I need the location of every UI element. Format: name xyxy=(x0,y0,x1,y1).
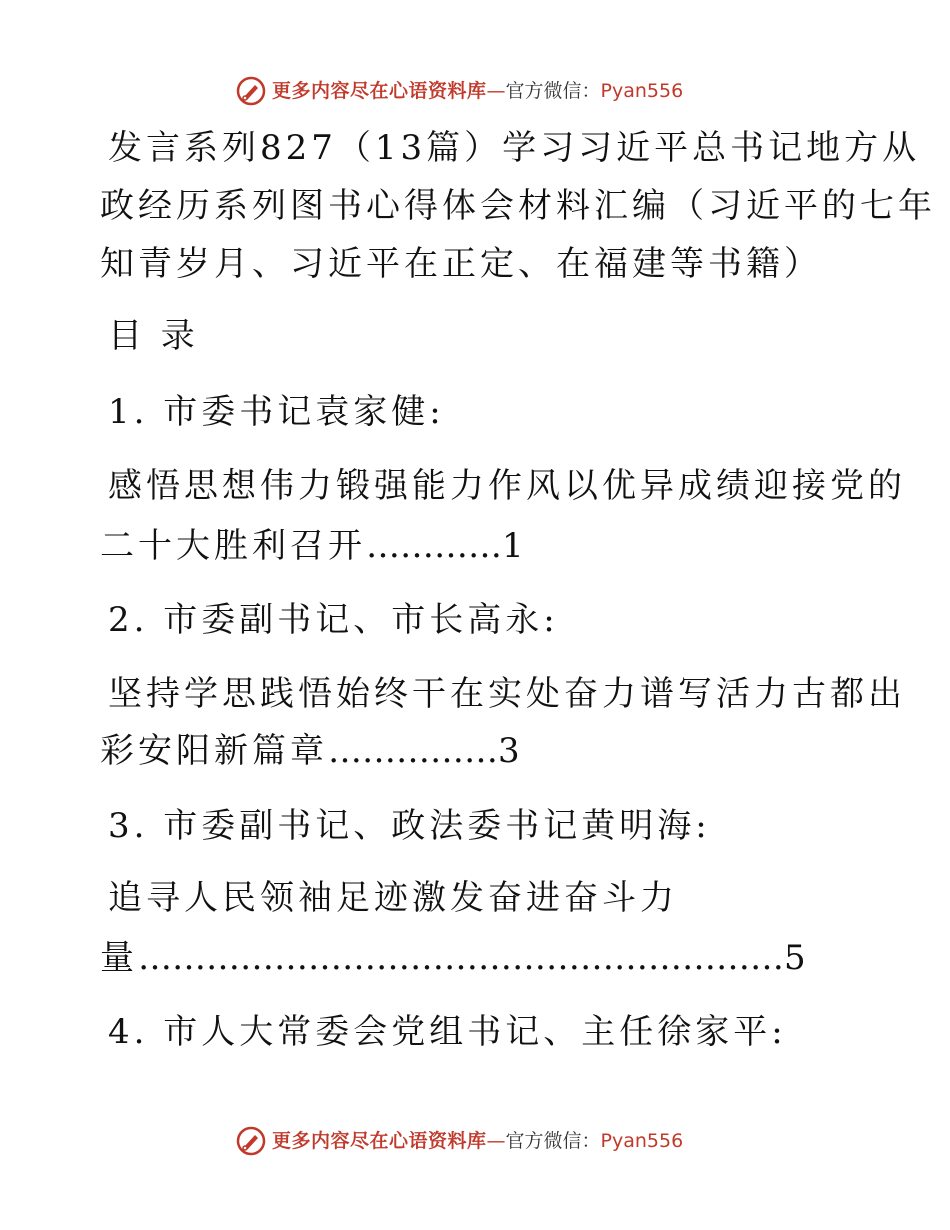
toc-entry-3-speaker: 3. 市委副书记、政法委书记黄明海: xyxy=(108,806,711,846)
toc-entry-1-title-line-1: 感悟思想伟力锻强能力作风以优异成绩迎接党的 xyxy=(108,466,906,506)
toc-entry-3-title-line-2[interactable] xyxy=(100,938,810,978)
toc-entry-3-title: 量 xyxy=(100,938,138,978)
toc-entry-3-leader-dots: ………………………………………………… xyxy=(138,938,784,978)
toc-entry-2-title-line-1: 坚持学思践悟始终干在实处奋力谱写活力古都出 xyxy=(108,674,906,714)
title-line-3: 知青岁月、习近平在正定、在福建等书籍） xyxy=(100,244,822,284)
banner-text xyxy=(272,78,683,104)
banner-separator: — xyxy=(486,80,506,102)
toc-heading: 目 录 xyxy=(108,316,199,356)
brand-logo-icon xyxy=(236,1126,266,1156)
toc-entry-1-title: 二十大胜利召开 xyxy=(100,526,366,566)
banner-wechat-id: Pyan556 xyxy=(600,1130,684,1152)
toc-entry-2-title: 彩安阳新篇章 xyxy=(100,731,328,771)
banner-separator: — xyxy=(486,1130,506,1152)
toc-entry-2-title-line-2[interactable] xyxy=(100,731,524,771)
toc-entry-1-page: 1 xyxy=(502,526,528,566)
banner-brand: 更多内容尽在心语资料库 xyxy=(272,1130,487,1152)
footer-banner xyxy=(0,1122,950,1162)
banner-label: 官方微信： xyxy=(505,80,601,102)
banner-label: 官方微信： xyxy=(505,1130,601,1152)
header-banner xyxy=(0,72,950,112)
toc-entry-3-title-line-1: 追寻人民领袖足迹激发奋进奋斗力 xyxy=(108,878,678,918)
toc-entry-2-page: 3 xyxy=(498,731,524,771)
brand-logo-icon xyxy=(236,76,266,106)
banner-wechat-id: Pyan556 xyxy=(600,80,684,102)
banner-brand: 更多内容尽在心语资料库 xyxy=(272,80,487,102)
toc-entry-4-speaker: 4. 市人大常委会党组书记、主任徐家平: xyxy=(108,1012,787,1052)
toc-entry-1-speaker: 1. 市委书记袁家健: xyxy=(108,392,445,432)
toc-entry-3-page: 5 xyxy=(784,938,810,978)
toc-entry-2-leader-dots: …………… xyxy=(328,731,498,771)
title-line-1: 发言系列827（13篇）学习习近平总书记地方从 xyxy=(108,128,921,168)
banner-text xyxy=(272,1128,683,1154)
toc-entry-2-speaker: 2. 市委副书记、市长高永: xyxy=(108,600,559,640)
toc-entry-1-leader-dots: ………… xyxy=(366,526,502,566)
toc-entry-1-title-line-2[interactable] xyxy=(100,526,528,566)
title-line-2: 政经历系列图书心得体会材料汇编（习近平的七年 xyxy=(100,186,936,226)
